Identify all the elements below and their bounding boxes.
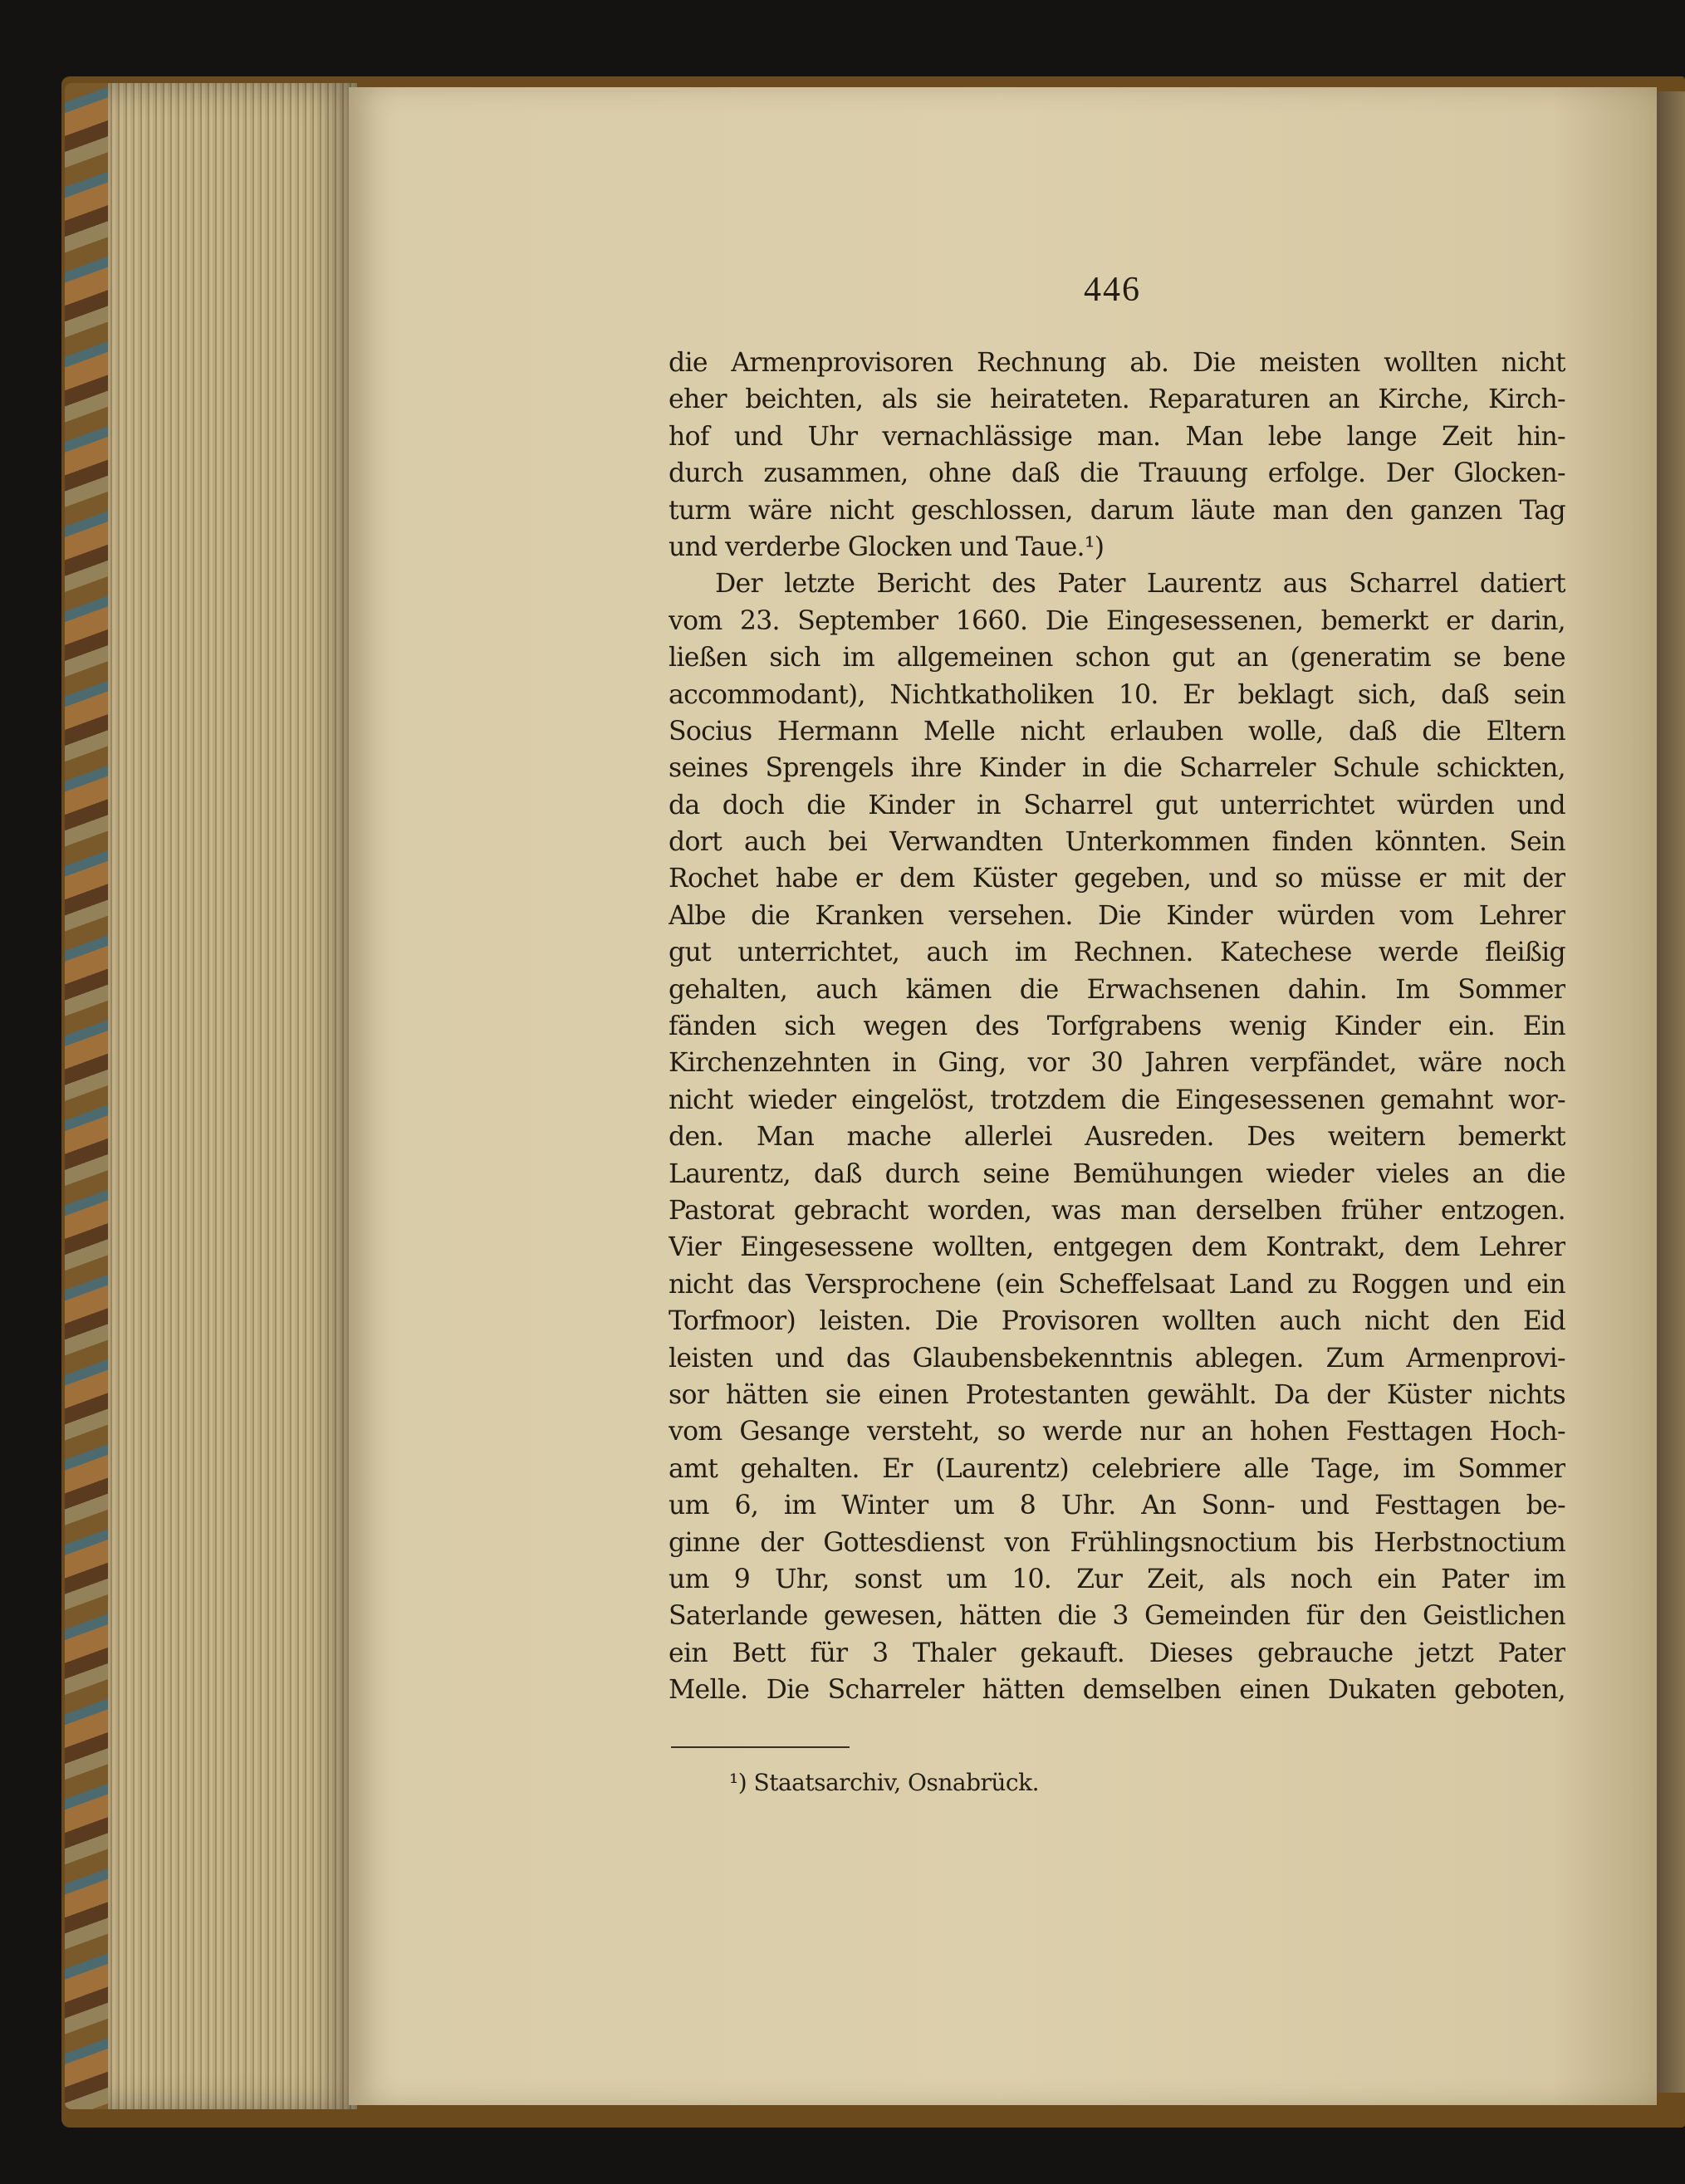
text-line: gehalten, auch kämen die Erwachsenen dahin. Im Sommer [669,974,1565,1005]
text-line: Melle. Die Scharreler hätten demselben einen Dukaten geboten, [669,1675,1565,1706]
text-line: Rochet habe er dem Küster gegeben, und so müsse er mit der [669,864,1565,894]
text-line: dort auch bei Verwandten Unterkommen finden könnten. Sein [669,827,1565,858]
footnote: ¹) Staatsarchiv, Osnabrück. [729,1769,1039,1796]
text-line: da doch die Kinder in Scharrel gut unterrichtet würden und [669,790,1565,820]
text-line: vom 23. September 1660. Die Eingesessenen, bemerkt er darin, [669,605,1565,636]
text-line: um 6, im Winter um 8 Uhr. An Sonn- und Festtagen be- [669,1491,1565,1521]
facing-page-edge [1653,91,1685,2093]
text-line: Vier Eingesessene wollten, entgegen dem Kontrakt, dem Lehrer [669,1232,1565,1263]
text-line: den. Man mache allerlei Ausreden. Des weitern bemerkt [669,1122,1565,1153]
text-line: vom Gesange versteht, so werde nur an hohen Festtagen Hoch- [669,1417,1565,1447]
text-line: ginne der Gottesdienst von Frühlingsnoctium bis Herbstnoctium [669,1527,1565,1558]
text-line: ein Bett für 3 Thaler gekauft. Dieses gebrauche jetzt Pater [669,1638,1565,1668]
text-line: Laurentz, daß durch seine Bemühungen wieder vieles an die [669,1158,1565,1189]
text-line: und verderbe Glocken und Taue.¹) [669,531,1105,562]
text-line: Der letzte Bericht des Pater Laurentz aus Scharrel datiert [715,569,1565,600]
body-text [669,345,1565,1708]
text-line: hof und Uhr vernachlässige man. Man lebe lange Zeit hin- [669,421,1565,452]
text-line: turm wäre nicht geschlossen, darum läute man den ganzen Tag [669,495,1565,526]
text-line: nicht wieder eingelöst, trotzdem die Eingesessenen gemahnt wor- [669,1085,1565,1115]
text-line: gut unterrichtet, auch im Rechnen. Katechese werde fleißig [669,938,1565,968]
text-line: eher beichten, als sie heirateten. Reparaturen an Kirche, Kirch- [669,384,1565,415]
text-line: seines Sprengels ihre Kinder in die Scharreler Schule schickten, [669,753,1565,784]
text-line: leisten und das Glaubensbekenntnis ablegen. Zum Armenprovi- [669,1343,1565,1374]
text-line: ließen sich im allgemeinen schon gut an (generatim se bene [669,643,1565,673]
text-line: accommodant), Nichtkatholiken 10. Er beklagt sich, daß sein [669,679,1565,710]
footnote-divider [671,1746,850,1748]
text-line: die Armenprovisoren Rechnung ab. Die meisten wollten nicht [669,348,1565,378]
page-stack-edge [108,83,357,2109]
text-line: amt gehalten. Er (Laurentz) celebriere alle Tage, im Sommer [669,1453,1565,1484]
text-line: fänden sich wegen des Torfgrabens wenig Kinder ein. Ein [669,1011,1565,1042]
text-line: Pastorat gebracht worden, was man derselben früher entzogen. [669,1195,1565,1226]
text-line: durch zusammen, ohne daß die Trauung erfolge. Der Glocken- [669,458,1565,489]
text-line: um 9 Uhr, sonst um 10. Zur Zeit, als noch ein Pater im [669,1564,1565,1594]
marbled-edge [65,83,113,2109]
text-line: sor hätten sie einen Protestanten gewählt. Da der Küster nichts [669,1379,1565,1410]
text-line: Saterlande gewesen, hätten die 3 Gemeinden für den Geistlichen [669,1601,1565,1632]
text-line: Torfmoor) leisten. Die Provisoren wollten auch nicht den Eid [669,1306,1565,1337]
text-line: Albe die Kranken versehen. Die Kinder würden vom Lehrer [669,900,1565,931]
text-line: Socius Hermann Melle nicht erlauben wolle, daß die Eltern [669,716,1565,747]
text-line: Kirchenzehnten in Ging, vor 30 Jahren verpfändet, wäre noch [669,1048,1565,1079]
page-number: 446 [1084,271,1141,309]
text-line: nicht das Versprochene (ein Scheffelsaat Land zu Roggen und ein [669,1269,1565,1300]
